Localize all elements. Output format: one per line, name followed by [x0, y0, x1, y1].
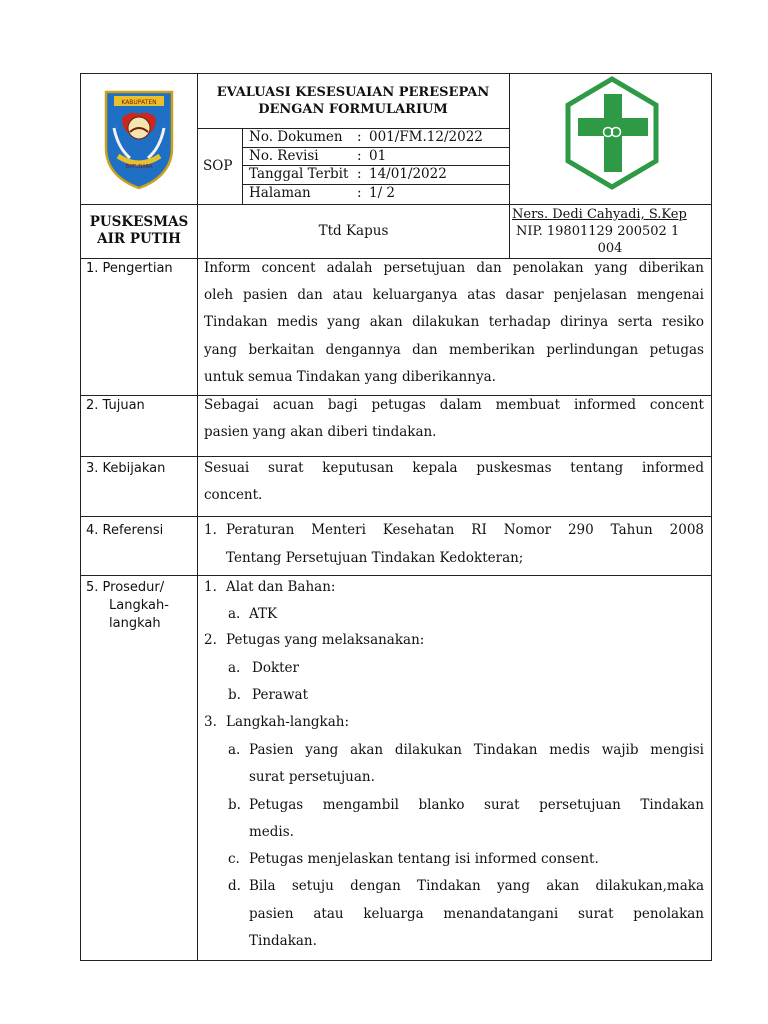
list-number: c.: [228, 851, 240, 867]
referensi-number: 1.: [204, 522, 217, 538]
signer-nip-continued: 004: [597, 241, 623, 256]
list-item-continued: medis.: [249, 824, 294, 840]
page-label: Halaman: [249, 185, 311, 201]
issue-date-value: 14/01/2022: [369, 166, 447, 182]
section-label-prosedur-line3: langkah: [109, 616, 161, 631]
section-label-prosedur: 5. Prosedur/: [86, 580, 165, 595]
list-number: a.: [228, 660, 241, 676]
issue-date-sep: :: [357, 166, 362, 182]
list-number: a.: [228, 606, 241, 622]
list-item: Dokter: [252, 660, 299, 676]
svg-text:BATUBARA: BATUBARA: [125, 164, 153, 170]
svg-text:KABUPATEN: KABUPATEN: [121, 99, 157, 106]
referensi-line: Tentang Persetujuan Tindakan Kedokteran;: [226, 550, 524, 566]
section-label-tujuan: 2. Tujuan: [86, 398, 145, 413]
doc-number-sep: :: [357, 129, 362, 145]
pengertian-line: yang berkaitan dengannya dan memberikan perlindungan petugas: [204, 342, 704, 358]
list-item: ATK: [249, 606, 278, 622]
pengertian-line: Tindakan medis yang akan dilakukan terhadap dirinya serta resiko: [204, 314, 704, 330]
list-item: Petugas yang melaksanakan:: [226, 632, 425, 648]
signer-nip: NIP. 19801129 200502 1: [516, 224, 680, 239]
issue-date-label: Tanggal Terbit: [249, 166, 349, 182]
list-number: b.: [228, 797, 241, 813]
list-number: 3.: [204, 714, 217, 730]
list-item: Langkah-langkah:: [226, 714, 350, 730]
list-item: Perawat: [252, 687, 308, 703]
list-item: Petugas menjelaskan tentang isi informed consent.: [249, 851, 599, 867]
list-item: Pasien yang akan dilakukan Tindakan medis wajib mengisi: [249, 742, 704, 758]
doc-number-value: 001/FM.12/2022: [369, 129, 483, 145]
kebijakan-line: Sesuai surat keputusan kepala puskesmas tentang informed: [204, 460, 704, 476]
revision-label: No. Revisi: [249, 148, 319, 164]
pengertian-line: oleh pasien dan atau keluarganya atas dasar penjelasan mengenai: [204, 287, 704, 303]
org-name-line2: AIR PUTIH: [97, 231, 181, 247]
list-number: a.: [228, 742, 241, 758]
list-item: Alat dan Bahan:: [226, 579, 336, 595]
pengertian-line: untuk semua Tindakan yang diberikannya.: [204, 369, 496, 385]
document-title-line1: EVALUASI KESESUAIAN PERESEPAN: [216, 85, 490, 100]
list-item-continued: surat persetujuan.: [249, 769, 375, 785]
signer-name: Ners. Dedi Cahyadi, S.Kep: [512, 207, 687, 222]
signature-placeholder: Ttd Kapus: [318, 223, 389, 239]
list-item: Petugas mengambil blanko surat persetujuan Tindakan: [249, 797, 704, 813]
tujuan-line: pasien yang akan diberi tindakan.: [204, 424, 437, 440]
district-emblem-logo: [100, 88, 178, 190]
page-sep: :: [357, 185, 362, 201]
pengertian-line: Inform concent adalah persetujuan dan penolakan yang diberikan: [204, 260, 704, 276]
list-item: Bila setuju dengan Tindakan yang akan dilakukan,maka: [249, 878, 704, 894]
list-item-continued: Tindakan.: [249, 933, 317, 949]
org-name-line1: PUSKESMAS: [89, 214, 189, 230]
section-label-referensi: 4. Referensi: [86, 523, 164, 538]
revision-sep: :: [357, 148, 362, 164]
kebijakan-line: concent.: [204, 487, 263, 503]
puskesmas-logo: [564, 76, 660, 190]
list-number: d.: [228, 878, 241, 894]
list-number: 2.: [204, 632, 217, 648]
list-number: 1.: [204, 579, 217, 595]
tujuan-line: Sebagai acuan bagi petugas dalam membuat informed concent: [204, 397, 704, 413]
doc-number-label: No. Dokumen: [249, 129, 343, 145]
list-item-continued: pasien atau keluarga menandatangani surat penolakan: [249, 906, 704, 922]
section-label-kebijakan: 3. Kebijakan: [86, 461, 166, 476]
list-number: b.: [228, 687, 241, 703]
document-title-line2: DENGAN FORMULARIUM: [258, 102, 448, 117]
sop-label: SOP: [203, 158, 233, 174]
section-label-pengertian: 1. Pengertian: [86, 261, 173, 276]
section-label-prosedur-line2: Langkah-: [109, 598, 169, 613]
page-value: 1/ 2: [369, 185, 396, 201]
revision-value: 01: [369, 148, 387, 164]
referensi-line: Peraturan Menteri Kesehatan RI Nomor 290 Tahun 2008: [226, 522, 704, 538]
